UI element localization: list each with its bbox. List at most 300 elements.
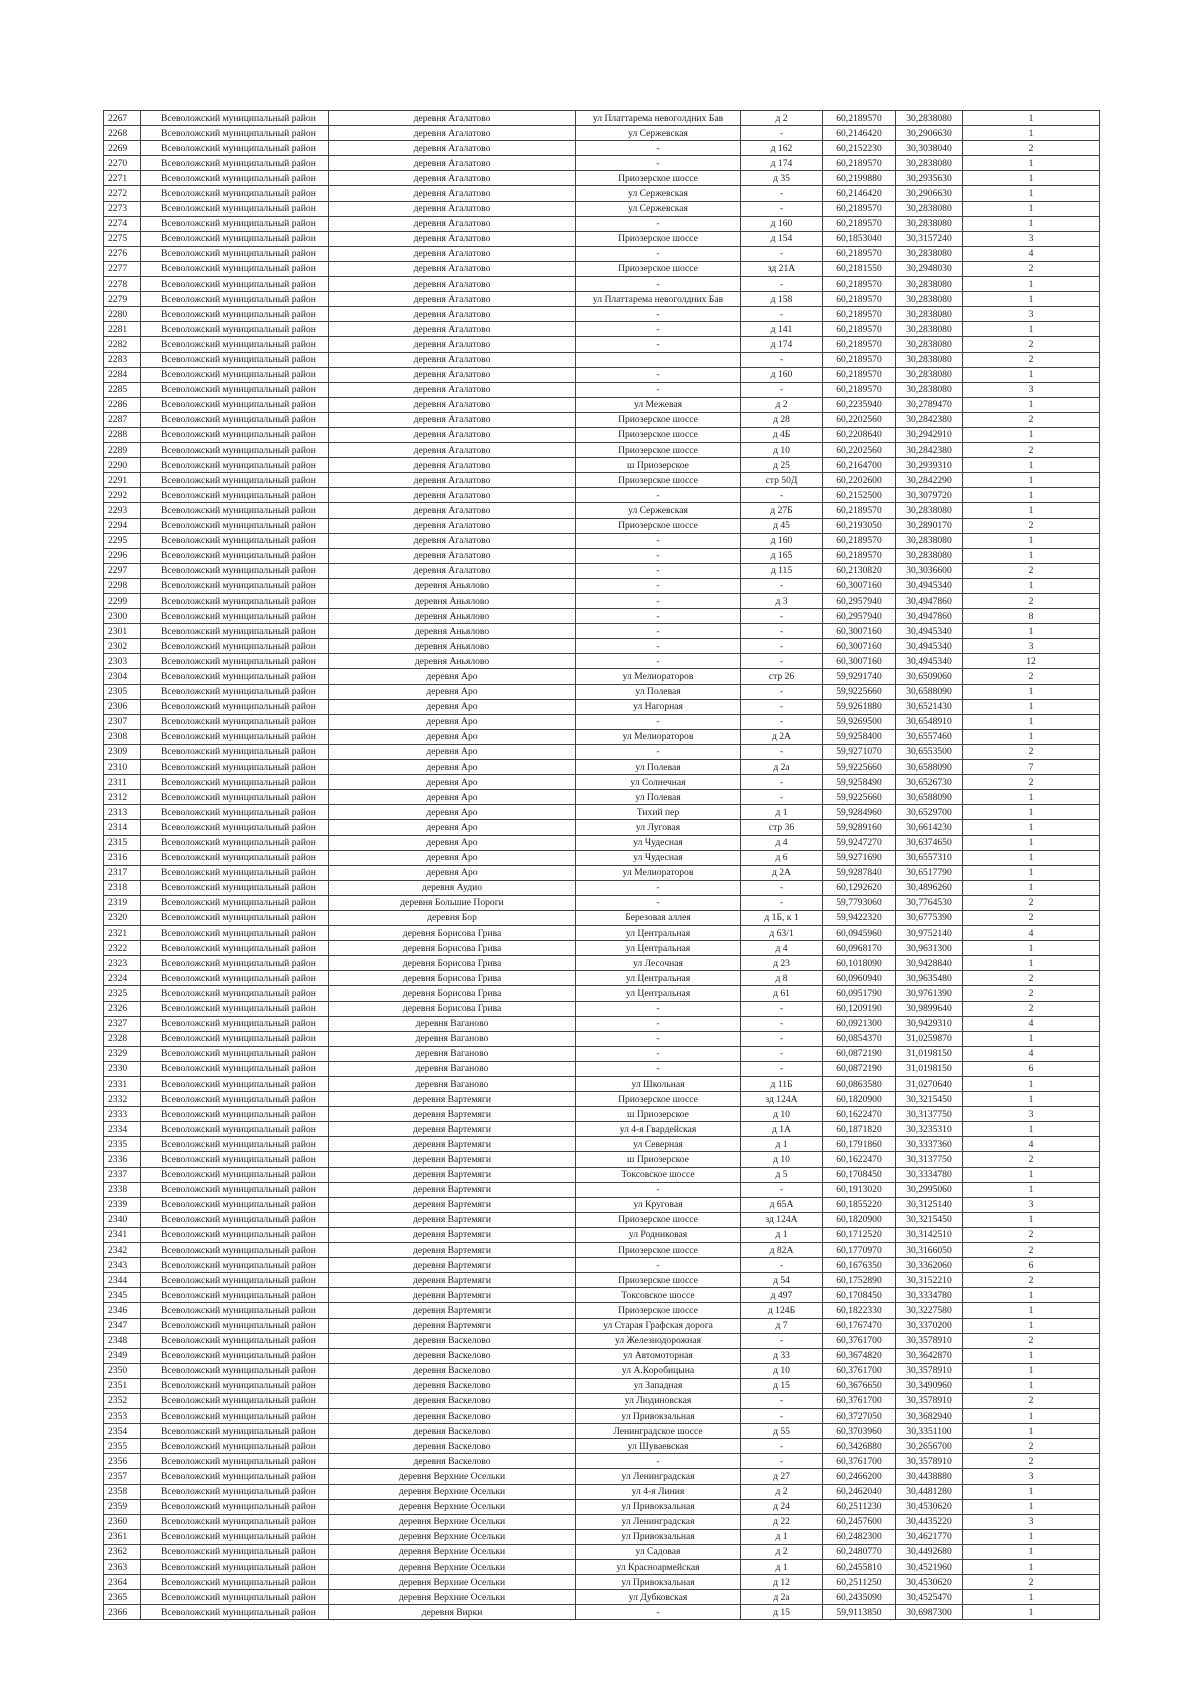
cell-row-number: 2280 <box>104 307 141 322</box>
cell-house: стр 50Д <box>741 473 823 488</box>
cell-street: ул Красноармейская <box>576 1560 741 1575</box>
cell-longitude: 30,3152210 <box>896 1273 963 1288</box>
cell-latitude: 60,3676650 <box>823 1378 896 1393</box>
cell-latitude: 60,2957940 <box>823 609 896 624</box>
cell-row-number: 2326 <box>104 1001 141 1016</box>
cell-house: - <box>741 1439 823 1454</box>
table-row <box>104 1318 1100 1333</box>
cell-latitude: 60,2455810 <box>823 1560 896 1575</box>
cell-settlement: деревня Агалатово <box>329 126 576 141</box>
table-row <box>104 322 1100 337</box>
cell-row-number: 2293 <box>104 503 141 518</box>
table-row <box>104 624 1100 639</box>
cell-latitude: 59,9289160 <box>823 820 896 835</box>
table-row <box>104 1061 1100 1076</box>
cell-row-number: 2314 <box>104 820 141 835</box>
cell-latitude: 60,2435090 <box>823 1590 896 1605</box>
cell-row-number: 2315 <box>104 835 141 850</box>
table-row <box>104 1348 1100 1363</box>
cell-longitude: 30,3038040 <box>896 141 963 156</box>
cell-street: ул Полевая <box>576 760 741 775</box>
cell-house: д 4 <box>741 835 823 850</box>
table-row <box>104 412 1100 427</box>
cell-settlement: деревня Аудио <box>329 880 576 895</box>
cell-district: Всеволожский муниципальный район <box>141 594 329 609</box>
cell-longitude: 30,4492680 <box>896 1544 963 1559</box>
cell-row-number: 2320 <box>104 910 141 925</box>
cell-count: 2 <box>963 412 1100 427</box>
cell-latitude: 59,9258490 <box>823 775 896 790</box>
cell-settlement: деревня Агалатово <box>329 352 576 367</box>
cell-district: Всеволожский муниципальный район <box>141 1605 329 1620</box>
cell-house: - <box>741 714 823 729</box>
table-row <box>104 246 1100 261</box>
cell-count: 1 <box>963 1288 1100 1303</box>
cell-house: д 27Б <box>741 503 823 518</box>
cell-district: Всеволожский муниципальный район <box>141 910 329 925</box>
cell-count: 1 <box>963 1499 1100 1514</box>
cell-settlement: деревня Аро <box>329 835 576 850</box>
cell-longitude: 30,4947860 <box>896 609 963 624</box>
cell-latitude: 60,1791860 <box>823 1137 896 1152</box>
cell-latitude: 59,9287840 <box>823 865 896 880</box>
cell-count: 6 <box>963 1061 1100 1076</box>
cell-settlement: деревня Васкелово <box>329 1439 576 1454</box>
table-row <box>104 533 1100 548</box>
cell-street: ул Железнодорожная <box>576 1333 741 1348</box>
table-row <box>104 926 1100 941</box>
cell-district: Всеволожский муниципальный район <box>141 1243 329 1258</box>
table-row <box>104 1258 1100 1273</box>
cell-house: - <box>741 790 823 805</box>
cell-house: - <box>741 699 823 714</box>
document-page <box>103 110 1099 1620</box>
cell-row-number: 2309 <box>104 744 141 759</box>
table-row <box>104 835 1100 850</box>
cell-settlement: деревня Агалатово <box>329 412 576 427</box>
cell-count: 1 <box>963 171 1100 186</box>
cell-settlement: деревня Аро <box>329 775 576 790</box>
cell-house: - <box>741 775 823 790</box>
cell-count: 1 <box>963 820 1100 835</box>
cell-longitude: 31,0259870 <box>896 1031 963 1046</box>
cell-latitude: 60,3007160 <box>823 624 896 639</box>
cell-street: ул Нагорная <box>576 699 741 714</box>
table-row <box>104 1439 1100 1454</box>
table-row <box>104 261 1100 276</box>
cell-street: ул Платтарема невоголдних Бав <box>576 292 741 307</box>
cell-settlement: деревня Борисова Грива <box>329 986 576 1001</box>
cell-latitude: 60,1855220 <box>823 1197 896 1212</box>
table-row <box>104 594 1100 609</box>
cell-row-number: 2361 <box>104 1529 141 1544</box>
cell-settlement: деревня Аро <box>329 820 576 835</box>
cell-latitude: 60,3761700 <box>823 1454 896 1469</box>
cell-street: - <box>576 277 741 292</box>
table-row <box>104 473 1100 488</box>
cell-latitude: 60,3007160 <box>823 639 896 654</box>
cell-house: - <box>741 307 823 322</box>
cell-house: - <box>741 1031 823 1046</box>
cell-row-number: 2353 <box>104 1409 141 1424</box>
table-row <box>104 1288 1100 1303</box>
cell-house: - <box>741 277 823 292</box>
cell-street: ул Платтарема невоголдних Бав <box>576 111 741 126</box>
cell-district: Всеволожский муниципальный район <box>141 1107 329 1122</box>
cell-row-number: 2334 <box>104 1122 141 1137</box>
cell-count: 1 <box>963 1409 1100 1424</box>
cell-settlement: деревня Аро <box>329 805 576 820</box>
cell-latitude: 60,2457600 <box>823 1514 896 1529</box>
cell-count: 1 <box>963 1378 1100 1393</box>
cell-longitude: 30,4525470 <box>896 1590 963 1605</box>
cell-house: д 55 <box>741 1424 823 1439</box>
cell-street: ш Приозерское <box>576 1152 741 1167</box>
cell-row-number: 2348 <box>104 1333 141 1348</box>
cell-row-number: 2360 <box>104 1514 141 1529</box>
cell-street: - <box>576 1031 741 1046</box>
cell-longitude: 30,4530620 <box>896 1499 963 1514</box>
cell-district: Всеволожский муниципальный район <box>141 488 329 503</box>
cell-count: 2 <box>963 775 1100 790</box>
cell-district: Всеволожский муниципальный район <box>141 141 329 156</box>
cell-house: - <box>741 352 823 367</box>
cell-street: ул Мелиораторов <box>576 729 741 744</box>
cell-row-number: 2302 <box>104 639 141 654</box>
cell-row-number: 2344 <box>104 1273 141 1288</box>
cell-longitude: 30,4530620 <box>896 1575 963 1590</box>
table-row <box>104 729 1100 744</box>
cell-house: д 165 <box>741 548 823 563</box>
table-row <box>104 775 1100 790</box>
cell-count: 1 <box>963 684 1100 699</box>
cell-settlement: деревня Васкелово <box>329 1409 576 1424</box>
cell-latitude: 60,0968170 <box>823 941 896 956</box>
table-row <box>104 1469 1100 1484</box>
cell-street: ул Сержевская <box>576 126 741 141</box>
cell-latitude: 60,1871820 <box>823 1122 896 1137</box>
cell-latitude: 60,2202560 <box>823 412 896 427</box>
cell-settlement: деревня Агалатово <box>329 111 576 126</box>
cell-house: д 24 <box>741 1499 823 1514</box>
cell-street: Токсовское шоссе <box>576 1167 741 1182</box>
cell-row-number: 2311 <box>104 775 141 790</box>
cell-house: - <box>741 1182 823 1197</box>
table-row <box>104 669 1100 684</box>
cell-street: Приозерское шоссе <box>576 427 741 442</box>
cell-street: ул Привокзальная <box>576 1409 741 1424</box>
cell-house: - <box>741 382 823 397</box>
cell-district: Всеволожский муниципальный район <box>141 1439 329 1454</box>
cell-settlement: деревня Агалатово <box>329 397 576 412</box>
cell-longitude: 30,3079720 <box>896 488 963 503</box>
cell-settlement: деревня Аньялово <box>329 609 576 624</box>
cell-house: д 33 <box>741 1348 823 1363</box>
cell-district: Всеволожский муниципальный район <box>141 1227 329 1242</box>
cell-settlement: деревня Агалатово <box>329 246 576 261</box>
cell-street: Приозерское шоссе <box>576 518 741 533</box>
cell-settlement: деревня Вартемяги <box>329 1258 576 1273</box>
cell-settlement: деревня Аро <box>329 729 576 744</box>
cell-count: 4 <box>963 1016 1100 1031</box>
cell-street: - <box>576 563 741 578</box>
cell-street: ул Мелиораторов <box>576 669 741 684</box>
cell-row-number: 2290 <box>104 458 141 473</box>
cell-house: д 82А <box>741 1243 823 1258</box>
cell-longitude: 30,6588090 <box>896 790 963 805</box>
cell-district: Всеволожский муниципальный район <box>141 292 329 307</box>
table-row <box>104 1016 1100 1031</box>
cell-row-number: 2329 <box>104 1046 141 1061</box>
cell-count: 1 <box>963 548 1100 563</box>
table-row <box>104 1212 1100 1227</box>
cell-latitude: 60,2189570 <box>823 307 896 322</box>
cell-street: - <box>576 880 741 895</box>
cell-longitude: 30,3227580 <box>896 1303 963 1318</box>
table-row <box>104 880 1100 895</box>
cell-house: д 27 <box>741 1469 823 1484</box>
cell-latitude: 60,1622470 <box>823 1107 896 1122</box>
cell-latitude: 60,2189570 <box>823 156 896 171</box>
cell-longitude: 30,2890170 <box>896 518 963 533</box>
cell-street: ул Западная <box>576 1378 741 1393</box>
cell-district: Всеволожский муниципальный район <box>141 578 329 593</box>
cell-row-number: 2304 <box>104 669 141 684</box>
cell-row-number: 2284 <box>104 367 141 382</box>
cell-district: Всеволожский муниципальный район <box>141 1273 329 1288</box>
cell-count: 3 <box>963 1107 1100 1122</box>
cell-house: - <box>741 624 823 639</box>
cell-row-number: 2274 <box>104 216 141 231</box>
cell-latitude: 60,2189570 <box>823 292 896 307</box>
cell-house: д 6 <box>741 850 823 865</box>
cell-house: - <box>741 1016 823 1031</box>
cell-street: ул Старая Графская дорога <box>576 1318 741 1333</box>
cell-district: Всеволожский муниципальный район <box>141 865 329 880</box>
cell-count: 2 <box>963 1393 1100 1408</box>
cell-row-number: 2287 <box>104 412 141 427</box>
cell-latitude: 60,2189570 <box>823 322 896 337</box>
cell-latitude: 60,1708450 <box>823 1288 896 1303</box>
cell-settlement: деревня Аро <box>329 669 576 684</box>
cell-street: Приозерское шоссе <box>576 443 741 458</box>
cell-settlement: деревня Агалатово <box>329 141 576 156</box>
cell-district: Всеволожский муниципальный район <box>141 805 329 820</box>
cell-latitude: 60,3426880 <box>823 1439 896 1454</box>
cell-latitude: 59,9247270 <box>823 835 896 850</box>
cell-row-number: 2295 <box>104 533 141 548</box>
cell-latitude: 60,0854370 <box>823 1031 896 1046</box>
cell-longitude: 30,3362060 <box>896 1258 963 1273</box>
table-row <box>104 503 1100 518</box>
cell-settlement: деревня Аро <box>329 790 576 805</box>
cell-street: ул Привокзальная <box>576 1499 741 1514</box>
cell-settlement: деревня Вартемяги <box>329 1152 576 1167</box>
table-row <box>104 1409 1100 1424</box>
table-row <box>104 865 1100 880</box>
cell-settlement: деревня Ваганово <box>329 1077 576 1092</box>
cell-district: Всеволожский муниципальный район <box>141 337 329 352</box>
cell-settlement: деревня Вартемяги <box>329 1107 576 1122</box>
cell-count: 1 <box>963 1031 1100 1046</box>
cell-district: Всеволожский муниципальный район <box>141 518 329 533</box>
cell-count: 12 <box>963 654 1100 669</box>
cell-row-number: 2350 <box>104 1363 141 1378</box>
cell-settlement: деревня Агалатово <box>329 216 576 231</box>
cell-longitude: 31,0198150 <box>896 1046 963 1061</box>
cell-longitude: 30,2838080 <box>896 337 963 352</box>
cell-row-number: 2318 <box>104 880 141 895</box>
cell-latitude: 60,3674820 <box>823 1348 896 1363</box>
cell-row-number: 2365 <box>104 1590 141 1605</box>
cell-district: Всеволожский муниципальный район <box>141 548 329 563</box>
cell-latitude: 59,9422320 <box>823 910 896 925</box>
cell-longitude: 30,2838080 <box>896 382 963 397</box>
cell-settlement: деревня Аньялово <box>329 639 576 654</box>
table-row <box>104 609 1100 624</box>
table-row <box>104 488 1100 503</box>
cell-district: Всеволожский муниципальный район <box>141 714 329 729</box>
cell-house: д 25 <box>741 458 823 473</box>
cell-street: ул Чудесная <box>576 850 741 865</box>
cell-settlement: деревня Верхние Осельки <box>329 1469 576 1484</box>
table-row <box>104 171 1100 186</box>
cell-settlement: деревня Аро <box>329 760 576 775</box>
cell-house: - <box>741 1061 823 1076</box>
cell-count: 1 <box>963 503 1100 518</box>
cell-settlement: деревня Аро <box>329 850 576 865</box>
cell-row-number: 2317 <box>104 865 141 880</box>
table-row <box>104 458 1100 473</box>
cell-count: 1 <box>963 850 1100 865</box>
cell-longitude: 30,2948030 <box>896 261 963 276</box>
table-row <box>104 548 1100 563</box>
cell-street: ул Круговая <box>576 1197 741 1212</box>
cell-row-number: 2306 <box>104 699 141 714</box>
cell-district: Всеволожский муниципальный район <box>141 1575 329 1590</box>
cell-longitude: 30,6553500 <box>896 744 963 759</box>
cell-row-number: 2276 <box>104 246 141 261</box>
cell-street: Приозерское шоссе <box>576 1303 741 1318</box>
cell-latitude: 60,0945960 <box>823 926 896 941</box>
cell-row-number: 2268 <box>104 126 141 141</box>
cell-district: Всеволожский муниципальный район <box>141 111 329 126</box>
cell-house: д 15 <box>741 1378 823 1393</box>
table-row <box>104 654 1100 669</box>
cell-street: Приозерское шоссе <box>576 261 741 276</box>
cell-row-number: 2283 <box>104 352 141 367</box>
table-row <box>104 639 1100 654</box>
cell-district: Всеволожский муниципальный район <box>141 1258 329 1273</box>
cell-street: - <box>576 714 741 729</box>
cell-row-number: 2305 <box>104 684 141 699</box>
table-row <box>104 382 1100 397</box>
cell-settlement: деревня Агалатово <box>329 488 576 503</box>
cell-latitude: 60,1018090 <box>823 956 896 971</box>
cell-street: - <box>576 382 741 397</box>
table-row <box>104 1273 1100 1288</box>
cell-row-number: 2358 <box>104 1484 141 1499</box>
cell-latitude: 60,2164700 <box>823 458 896 473</box>
cell-latitude: 60,2462040 <box>823 1484 896 1499</box>
cell-row-number: 2340 <box>104 1212 141 1227</box>
cell-count: 1 <box>963 458 1100 473</box>
cell-latitude: 60,2202560 <box>823 443 896 458</box>
cell-longitude: 30,9761390 <box>896 986 963 1001</box>
cell-row-number: 2331 <box>104 1077 141 1092</box>
cell-street: - <box>576 1258 741 1273</box>
cell-district: Всеволожский муниципальный район <box>141 820 329 835</box>
cell-row-number: 2278 <box>104 277 141 292</box>
table-row <box>104 1167 1100 1182</box>
cell-district: Всеволожский муниципальный район <box>141 443 329 458</box>
cell-street: Приозерское шоссе <box>576 231 741 246</box>
cell-longitude: 30,3578910 <box>896 1454 963 1469</box>
cell-district: Всеволожский муниципальный район <box>141 1499 329 1514</box>
table-row <box>104 910 1100 925</box>
cell-latitude: 59,9113850 <box>823 1605 896 1620</box>
table-row <box>104 1514 1100 1529</box>
cell-row-number: 2355 <box>104 1439 141 1454</box>
cell-street: ул Мелиораторов <box>576 865 741 880</box>
cell-street: Приозерское шоссе <box>576 473 741 488</box>
cell-longitude: 30,2838080 <box>896 246 963 261</box>
cell-count: 4 <box>963 246 1100 261</box>
cell-settlement: деревня Васкелово <box>329 1424 576 1439</box>
cell-latitude: 60,2146420 <box>823 126 896 141</box>
cell-row-number: 2330 <box>104 1061 141 1076</box>
cell-settlement: деревня Верхние Осельки <box>329 1544 576 1559</box>
cell-row-number: 2310 <box>104 760 141 775</box>
cell-longitude: 30,2939310 <box>896 458 963 473</box>
cell-longitude: 30,2935630 <box>896 171 963 186</box>
cell-latitude: 60,2189570 <box>823 548 896 563</box>
cell-longitude: 30,2838080 <box>896 548 963 563</box>
cell-latitude: 60,3007160 <box>823 654 896 669</box>
cell-house: д 5 <box>741 1167 823 1182</box>
cell-house: д 65А <box>741 1197 823 1212</box>
cell-longitude: 30,2838080 <box>896 277 963 292</box>
cell-settlement: деревня Агалатово <box>329 231 576 246</box>
table-row <box>104 1243 1100 1258</box>
cell-longitude: 30,2995060 <box>896 1182 963 1197</box>
cell-latitude: 60,1292620 <box>823 880 896 895</box>
cell-house: стр 36 <box>741 820 823 835</box>
cell-house: д 1 <box>741 1227 823 1242</box>
cell-settlement: деревня Агалатово <box>329 443 576 458</box>
cell-longitude: 30,2838080 <box>896 216 963 231</box>
cell-street: ул Северная <box>576 1137 741 1152</box>
cell-count: 1 <box>963 1318 1100 1333</box>
cell-count: 1 <box>963 1077 1100 1092</box>
cell-house: д 10 <box>741 1363 823 1378</box>
table-row <box>104 895 1100 910</box>
cell-longitude: 30,2842380 <box>896 412 963 427</box>
cell-house: д 115 <box>741 563 823 578</box>
cell-district: Всеволожский муниципальный район <box>141 1378 329 1393</box>
cell-house: д 1 <box>741 1560 823 1575</box>
cell-longitude: 30,9899640 <box>896 1001 963 1016</box>
cell-settlement: деревня Вартемяги <box>329 1167 576 1182</box>
cell-count: 1 <box>963 699 1100 714</box>
cell-settlement: деревня Агалатово <box>329 156 576 171</box>
cell-count: 2 <box>963 518 1100 533</box>
cell-district: Всеволожский муниципальный район <box>141 1092 329 1107</box>
table-row <box>104 820 1100 835</box>
cell-count: 2 <box>963 910 1100 925</box>
cell-street: - <box>576 578 741 593</box>
cell-latitude: 59,9269500 <box>823 714 896 729</box>
